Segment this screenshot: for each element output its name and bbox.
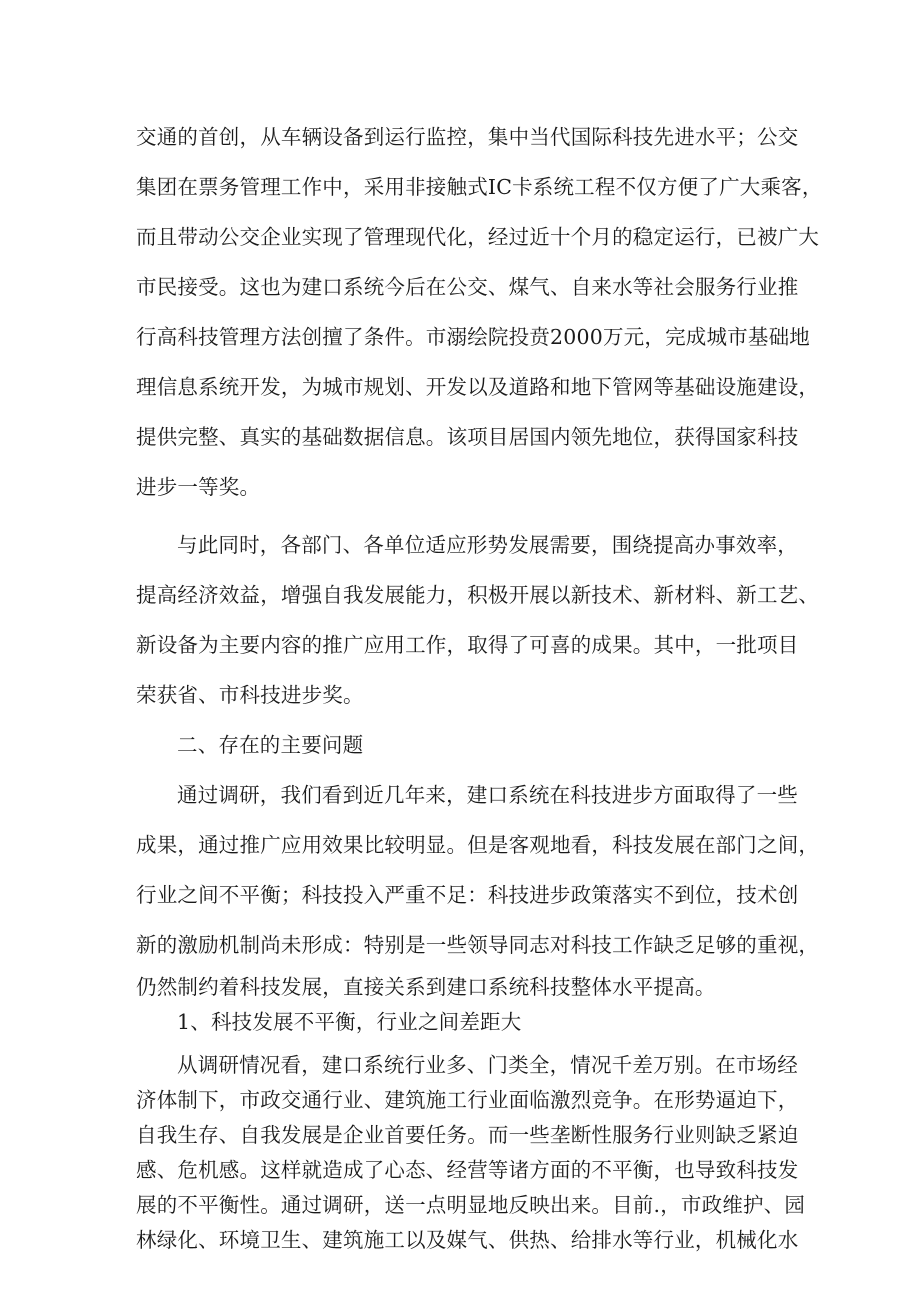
paragraph-line: 进步一等奖。 bbox=[136, 475, 261, 499]
paragraph-line: 仍然制约着科技发展，直接关系到建口系统科技整体水平提高。 bbox=[136, 975, 716, 999]
paragraph-line: 与此同时，各部门、各单位适应形势发展需要，围绕提高办事效率， bbox=[177, 533, 798, 557]
paragraph-line: 交通的首创，从车辆设备到运行监控，集中当代国际科技先进水平；公交 bbox=[136, 125, 799, 149]
paragraph-line: 理信息系统开发，为城市规划、开发以及道路和地下管网等基础设施建设， bbox=[136, 375, 820, 399]
paragraph-line: 通过调研，我们看到近几年来，建口系统在科技进步方面取得了一些 bbox=[177, 783, 798, 807]
paragraph-line: 成果，通过推广应用效果比较明显。但是客观地看，科技发展在部门之间， bbox=[136, 833, 820, 857]
paragraph-line: 行高科技管理方法创擅了条件。市溺绘院投贲2000万元，完成城市基础地 bbox=[136, 325, 810, 349]
paragraph-line: 展的不平衡性。通过调研，送一点明显地反映出来。目前.，市政维护、园 bbox=[136, 1193, 806, 1217]
paragraph-line: 集团在票务管理工作中，采用非接触式IC卡系统工程不仅方便了广大乘客， bbox=[136, 175, 823, 199]
body-section-lower bbox=[136, 970, 806, 1258]
paragraph-line: 行业之间不平衡；科技投入严重不足：科技进步政策落实不到位，技术创 bbox=[136, 883, 799, 907]
paragraph-line: 而且带动公交企业实现了管理现代化，经过近十个月的稳定运行，已被广大 bbox=[136, 225, 820, 249]
paragraph-line: 提供完整、真实的基础数据信息。该项目居国内领先地位，获得国家科技 bbox=[136, 425, 799, 449]
paragraph-line: 新的激励机制尚未形成：特别是一些领导同志对科技工作缺乏足够的重视， bbox=[136, 933, 820, 957]
paragraph-line: 市民接受。这也为建口系统今后在公交、煤气、自来水等社会服务行业推 bbox=[136, 275, 799, 299]
section-heading: 二、存在的主要问题 bbox=[177, 733, 364, 757]
paragraph-line: 感、危机感。这样就造成了心态、经营等诸方面的不平衡，也导致科技发 bbox=[136, 1158, 799, 1182]
paragraph-line: 从调研情况看，建口系统行业多、门类全，情况千差万别。在市场经 bbox=[177, 1053, 798, 1077]
paragraph-line: 济体制下，市政交通行业、建筑施工行业面临激烈竞争。在形势逼迫下， bbox=[136, 1088, 799, 1112]
paragraph-line: 自我生存、自我发展是企业首要任务。而一些垄断性服务行业则缺乏紧迫 bbox=[136, 1123, 799, 1147]
subsection-heading: 1、科技发展不平衡，行业之间差距大 bbox=[177, 1010, 522, 1034]
paragraph-line: 提高经济效益，增强自我发展能力，积极开展以新技术、新材料、新工艺、 bbox=[136, 583, 820, 607]
paragraph-line: 林绿化、环境卫生、建筑施工以及媒气、供热、给排水等行业，机械化水 bbox=[136, 1228, 799, 1252]
paragraph-line: 新设备为主要内容的推广应用工作，取得了可喜的成果。其中，一批项目 bbox=[136, 633, 799, 657]
document-page bbox=[136, 112, 823, 1258]
paragraph-line: 荣获省、市科技进步奖。 bbox=[136, 683, 364, 707]
body-section-upper bbox=[136, 112, 823, 970]
